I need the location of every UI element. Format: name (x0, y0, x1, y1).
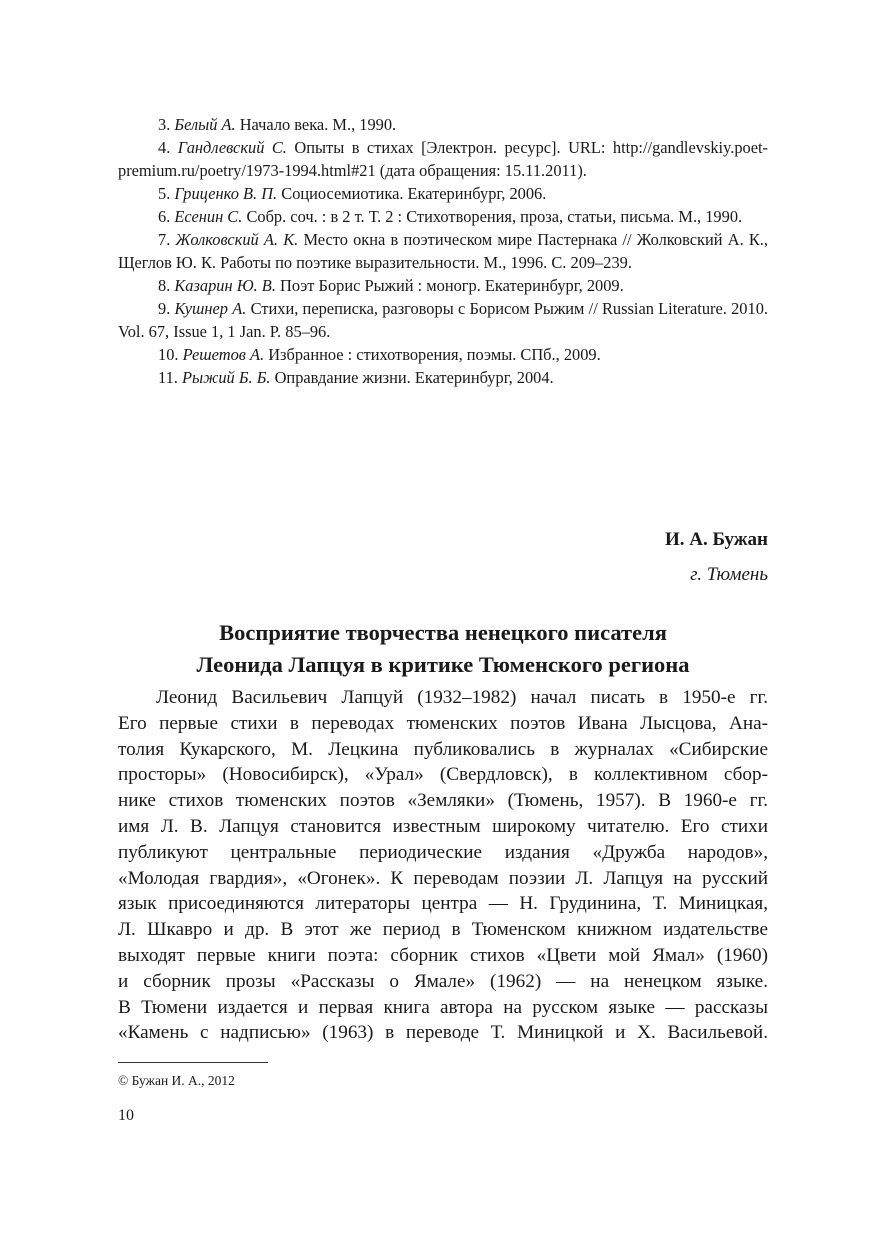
paragraph-line: имя Л. В. Лапцуя становится известным широкому читателю. Его стихи (118, 815, 768, 837)
paragraph-line: публикуют центральные периодические издания «Дружба народов», (118, 841, 768, 863)
reference-item: 7. Жолковский А. К. Место окна в поэтическом мире Пастернака // Жолковский А. К., Щеглов Ю. К. Работы по поэтике выразительности. М., 1996. С. 209–239. (118, 230, 768, 272)
footnote-divider (118, 1062, 268, 1063)
reference-item: 4. Гандлевский С. Опыты в стихах [Электрон. ресурс]. URL: http://gandlevskiy.poet-premium.ru/poetry/1973-1994.html#21 (дата обращения: 15.11.2011). (118, 138, 768, 180)
copyright-footnote: © Бужан И. А., 2012 (118, 1073, 235, 1088)
paragraph-line: толия Кукарского, М. Лецкина публиковались в журналах «Сибирские (118, 738, 768, 760)
reference-item: 5. Гриценко В. П. Социосемиотика. Екатеринбург, 2006. (158, 184, 547, 203)
reference-item: 8. Казарин Ю. В. Поэт Борис Рыжий : моногр. Екатеринбург, 2009. (158, 276, 624, 295)
reference-item: 11. Рыжий Б. Б. Оправдание жизни. Екатеринбург, 2004. (158, 368, 554, 387)
article-title-line: Восприятие творчества ненецкого писателя (219, 620, 667, 645)
paragraph-line: В Тюмени издается и первая книга автора на русском языке — рассказы (118, 996, 768, 1018)
article-title (118, 617, 768, 681)
paragraph-line: просторы» (Новосибирск), «Урал» (Свердловск), в коллективном сбор- (118, 764, 768, 786)
article-title-line: Леонида Лапцуя в критике Тюменского региона (196, 652, 690, 677)
reference-item: 9. Кушнер А. Стихи, переписка, разговоры с Борисом Рыжим // Russian Literature. 2010. Vol. 67, Issue 1, 1 Jan. P. 85–96. (118, 299, 768, 341)
paragraph-line: «Молодая гвардия», «Огонек». К переводам поэзии Л. Лапцуя на русский (118, 867, 768, 889)
paragraph-line: «Камень с надписью» (1963) в переводе Т. Миницкой и Х. Васильевой. (118, 1022, 768, 1044)
reference-item: 6. Есенин С. Собр. соч. : в 2 т. Т. 2 : Стихотворения, проза, статьи, письма. М., 1990. (158, 207, 743, 226)
author-city: г. Тюмень (690, 564, 768, 585)
paragraph-line: Л. Шкавро и др. В этот же период в Тюменском книжном издательстве (118, 919, 768, 941)
reference-item: 10. Решетов А. Избранное : стихотворения, поэмы. СПб., 2009. (158, 345, 601, 364)
paragraph-line: выходят первые книги поэта: сборник стихов «Цвети мой Ямал» (1960) (118, 944, 768, 966)
paragraph-line: и сборник прозы «Рассказы о Ямале» (1962) — на ненецком языке. (118, 970, 768, 992)
reference-list (118, 113, 768, 389)
paragraph-line: Его первые стихи в переводах тюменских поэтов Ивана Лысцова, Ана- (118, 712, 768, 734)
article-author: И. А. Бужан (664, 529, 768, 550)
reference-item: 3. Белый А. Начало века. М., 1990. (158, 115, 397, 134)
page-number: 10 (118, 1107, 134, 1124)
paragraph-line: нике стихов тюменских поэтов «Земляки» (Тюмень, 1957). В 1960-е гг. (118, 790, 768, 812)
article-paragraph (118, 685, 768, 1046)
paragraph-line: язык присоединяются литераторы центра — Н. Грудинина, Т. Миницкая, (118, 893, 768, 915)
paragraph-line: Леонид Васильевич Лапцуй (1932–1982) начал писать в 1950-е гг. (156, 687, 768, 708)
